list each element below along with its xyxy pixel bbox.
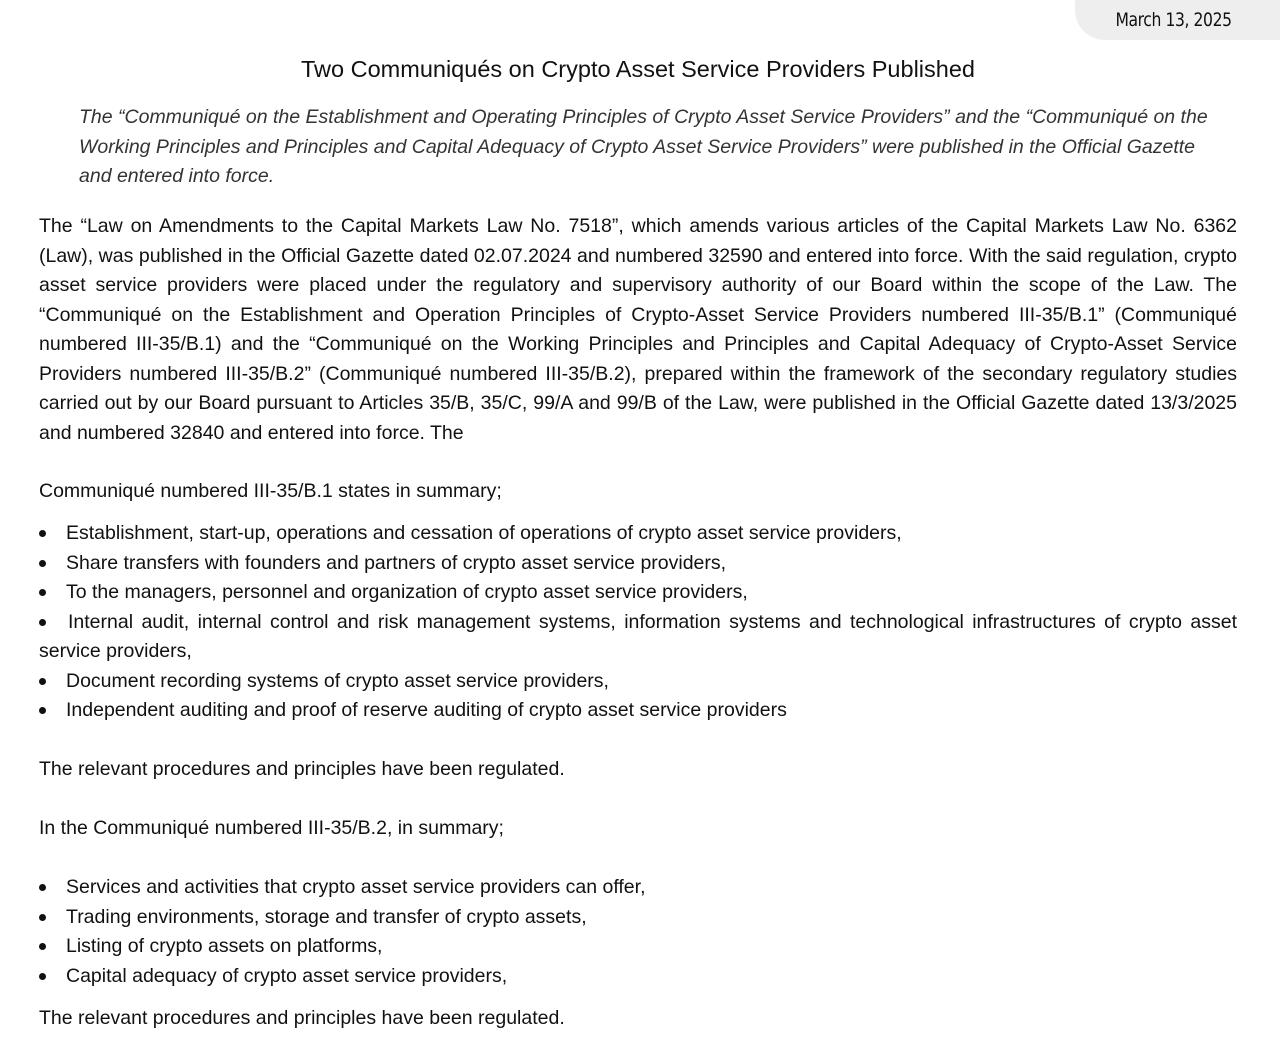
date-text: March 13, 2025 bbox=[1115, 9, 1232, 31]
list-item: Capital adequacy of crypto asset service providers, bbox=[39, 962, 1237, 992]
body-paragraph: The “Law on Amendments to the Capital Markets Law No. 7518”, which amends various articles of the Capital Markets Law No. 6362 (Law), was published in the Official Gazette dated 02.07.2024 and numbered 32590 and entered into force. With the said regulation, crypto asset service providers were placed under the regulatory and supervisory authority of our Board within the scope of the Law. The “Communiqué on the Establishment and Operation Principles of Crypto-Asset Service Providers numbered III-35/B.1” (Communiqué numbered III-35/B.1) and the “Communiqué on the Working Principles and Principles and Capital Adequacy of Crypto-Asset Service Providers numbered III-35/B.2” (Communiqué numbered III-35/B.2), prepared within the framework of the secondary regulatory studies carried out by our Board pursuant to Articles 35/B, 35/C, 99/A and 99/B of the Law, were published in the Official Gazette dated 13/3/2025 and numbered 32840 and entered into force. The bbox=[39, 215, 1237, 444]
list-item: Trading environments, storage and transfer of crypto assets, bbox=[39, 903, 1237, 933]
section2-intro: In the Communiqué numbered III-35/B.2, in summary; bbox=[39, 817, 504, 839]
list-item: Document recording systems of crypto asset service providers, bbox=[39, 667, 1237, 697]
page-title: Two Communiqués on Crypto Asset Service Providers Published bbox=[301, 56, 975, 82]
section1-list bbox=[39, 519, 1237, 726]
list-item: Services and activities that crypto asset service providers can offer, bbox=[39, 873, 1237, 903]
list-item: Listing of crypto assets on platforms, bbox=[39, 932, 1237, 962]
list-item: To the managers, personnel and organization of crypto asset service providers, bbox=[39, 578, 1237, 608]
date-badge bbox=[1075, 0, 1280, 40]
section2-outro: The relevant procedures and principles have been regulated. bbox=[39, 1007, 565, 1029]
lead-summary: The “Communiqué on the Establishment and Operating Principles of Crypto Asset Service Providers” and the “Communiqué on the Working Principles and Principles and Capital Adequacy of Crypto Asset Service Providers” were published in the Official Gazette and entered into force. bbox=[79, 106, 1208, 187]
section1-outro: The relevant procedures and principles have been regulated. bbox=[39, 758, 565, 780]
list-item: Share transfers with founders and partners of crypto asset service providers, bbox=[39, 549, 1237, 579]
list-item: Independent auditing and proof of reserve auditing of crypto asset service providers bbox=[39, 696, 1237, 726]
list-item: Establishment, start-up, operations and cessation of operations of crypto asset service providers, bbox=[39, 519, 1237, 549]
section2-list bbox=[39, 873, 1237, 991]
list-item: Internal audit, internal control and risk management systems, information systems and technological infrastructures of crypto asset service providers, bbox=[39, 608, 1237, 667]
section1-intro: Communiqué numbered III-35/B.1 states in summary; bbox=[39, 480, 502, 502]
